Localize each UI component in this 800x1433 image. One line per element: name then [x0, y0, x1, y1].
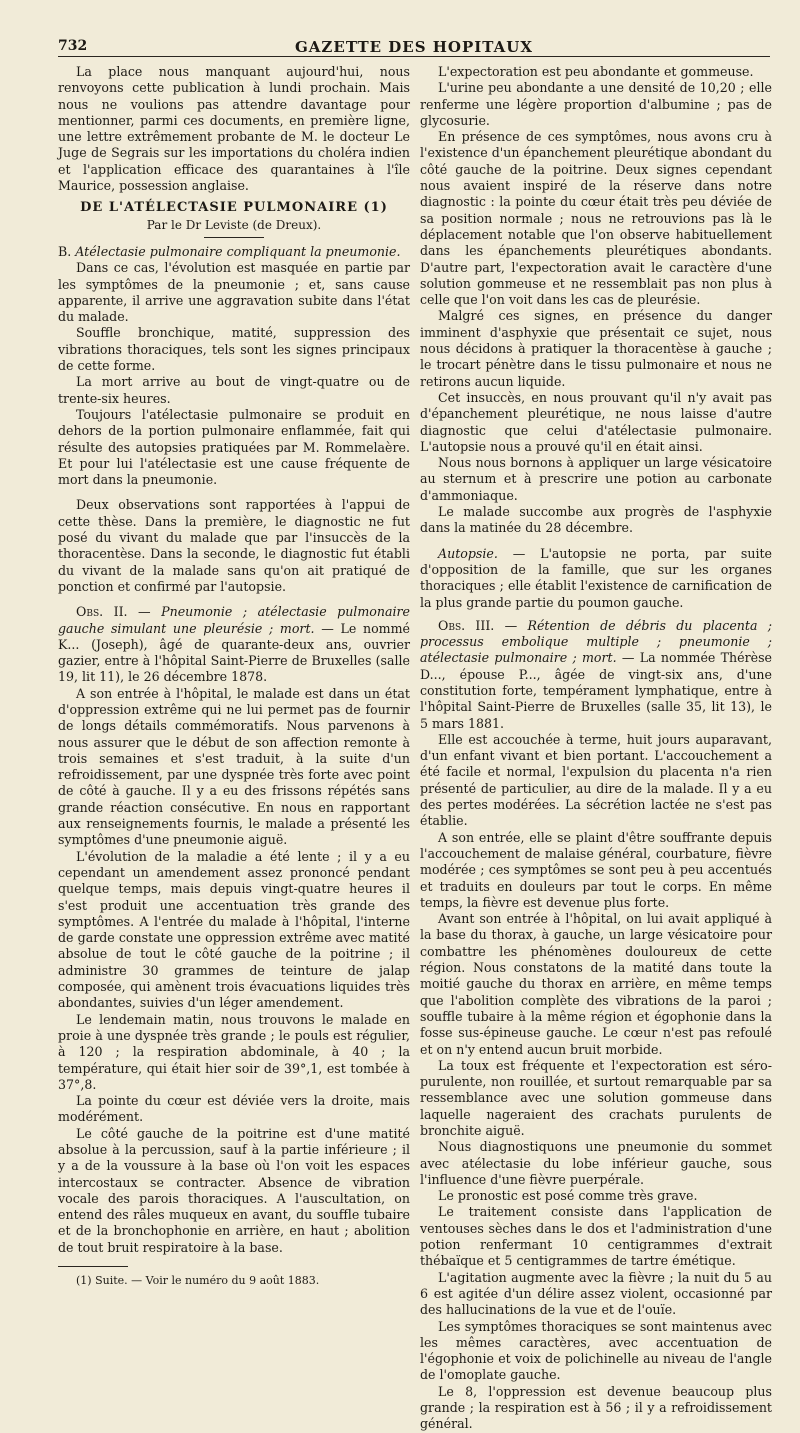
header-rule	[58, 56, 770, 57]
section-b-title: Atélectasie pulmonaire compliquant la pneumonie.	[75, 243, 401, 259]
paragraph: Elle est accouchée à terme, huit jours auparavant, d'un enfant vivant et bien portant. L'accouchement a été facile et normal, l'expulsion du placenta n'a rien présenté de particulier, au dire de la malade. Il y a eu des pertes modérées. La sécrétion lactée ne s'est pas établie.	[420, 731, 772, 829]
paragraph: L'expectoration est peu abondante et gommeuse.	[438, 64, 754, 79]
paragraph: La pointe du cœur est déviée vers la droite, mais modérément.	[58, 1093, 410, 1125]
paragraph: Le 8, l'oppression est devenue beaucoup plus grande ; la respiration est à 56 ; il y a refroidissement général.	[420, 1383, 772, 1432]
paragraph: A son entrée à l'hôpital, le malade est dans un état d'oppression extrême qui ne lui permet pas de fournir de longs détails commémoratifs. Nous parvenons à nous assurer que le début de son affection remonte à trois semaines et s'est traduit, à la suite d'un refroidissement, par une dyspnée très forte avec point de côté à gauche. Il y a eu des frissons répétés sans grande réaction consécutive. En nous en rapportant aux renseignements fournis, le malade a présenté les symptômes d'une pneumonie aiguë.	[58, 685, 410, 848]
obs2-text: Le nommé K... (Joseph), âgé de quarante-deux ans, ouvrier gazier, entre à l'hôpital Saint-Pierre de Bruxelles (salle 19, lit 11), le 26 décembre 1878.	[58, 620, 410, 685]
obs2-title: Pneumonie ; atélectasie pulmonaire gauche simulant une pleurésie ; mort.	[58, 604, 410, 636]
autopsy-label: Autopsie.	[438, 545, 498, 561]
title-divider	[204, 237, 264, 238]
paragraph: L'évolution de la maladie a été lente ; il y a eu cependant un amendement assez prononcé pendant quelque temps, mais depuis vingt-quatre heures il s'est produit une accentuation très grande des symptômes. A l'entrée du malade à l'hôpital, l'interne de garde constate une oppression extrême avec matité absolue de tout le côté gauche de la poitrine ; il administre 30 grammes de teinture de jalap composée, qui amènent trois évacuations liquides très abondantes, suivies d'un léger amendement.	[58, 848, 410, 1011]
section-b-heading	[58, 244, 410, 260]
paragraph: Avant son entrée à l'hôpital, on lui avait appliqué à la base du thorax, à gauche, un large vésicatoire pour combattre les phénomènes douloureux de cette région. Nous constatons de la matité dans toute la moitié gauche du thorax en arrière, en même temps que l'abolition complète des vibrations de la paroi ; souffle tubaire à la même région et égophonie dans la fosse sus-épineuse gauche. Le cœur n'est pas refoulé et on n'y entend aucun bruit morbide.	[420, 911, 772, 1057]
obs3-label: Obs. III.	[438, 617, 495, 633]
article-title: DE L'ATÉLECTASIE PULMONAIRE (1)	[80, 200, 388, 216]
intro-paragraph: La place nous manquant aujourd'hui, nous renvoyons cette publication à lundi prochain. Mais nous ne voulions pas attendre davantage pour mentionner, parmi ces documents, en première ligne, une lettre extrêmement probante de M. le docteur Le Juge de Segrais sur les importations du choléra indien et l'application efficace des quarantaines à l'île Maurice, possession anglaise.	[58, 64, 410, 194]
footnote-rule	[58, 1266, 128, 1267]
paragraph: L'urine peu abondante a une densité de 10,20 ; elle renferme une légère proportion d'albumine ; pas de glycosurie.	[420, 80, 772, 128]
autopsy-text: — L'autopsie ne porta, par suite d'opposition de la famille, que sur les organes thoraciques ; elle établit l'existence de carnification de la plus grande partie du poumon gauche.	[420, 545, 772, 610]
observation-3-heading	[420, 618, 772, 732]
observation-2-heading: Obs. II. — Pneumonie ; atélectasie pulmonaire gauche simulant une pleurésie ; mort. — Le nommé K... (Joseph), âgé de quarante-deux ans, ouvrier gazier, entre à l'hôpital Saint-Pierre de Bruxelles (salle 19, lit 11), le 26 décembre 1878.	[58, 604, 410, 685]
paragraph: L'agitation augmente avec la fièvre ; la nuit du 5 au 6 est agitée d'un délire assez violent, occasionné par des hallucinations de la vue et de l'ouïe.	[420, 1269, 772, 1318]
section-b-label: B.	[58, 243, 72, 259]
paragraph: La mort arrive au bout de vingt-quatre ou de trente-six heures.	[58, 374, 410, 406]
obs3-text: — La nommée Thérèse D..., épouse P..., âgée de vingt-six ans, d'une constitution forte, tempérament lymphatique, entre à l'hôpital Saint-Pierre de Bruxelles (salle 35, lit 13), le 5 mars 1881.	[420, 650, 772, 731]
paragraph: Le traitement consiste dans l'application de ventouses sèches dans le dos et l'administration d'une potion renfermant 10 centigrammes d'extrait thébaïque et 5 centigrammes de tartre émétique.	[420, 1204, 772, 1269]
paragraph: Le pronostic est posé comme très grave.	[438, 1188, 698, 1204]
paragraph: Le malade succombe aux progrès de l'asphyxie dans la matinée du 28 décembre.	[420, 504, 772, 536]
autopsy-paragraph	[420, 546, 772, 611]
paragraph: Le côté gauche de la poitrine est d'une matité absolue à la percussion, sauf à la partie inférieure ; il y a de la voussure à la base où l'on voit les espaces intercostaux se contracter. Absence de vibration vocale des parois thoraciques. A l'auscultation, on entend des râles muqueux en avant, du souffle tubaire et de la bronchophonie en arrière, en haut ; abolition de tout bruit respiratoire à la base.	[58, 1125, 410, 1255]
footnote: (1) Suite. — Voir le numéro du 9 août 1883.	[76, 1274, 320, 1288]
section-b-text: Dans ce cas, l'évolution est masquée en partie par les symptômes de la pneumonie ; et, sans cause apparente, il arrive une aggravation subite dans l'état du malade.	[58, 260, 410, 325]
obs3-title: — Rétention de débris du placenta ; processus embolique multiple ; pneumonie ; atélectasie pulmonaire ; mort.	[420, 617, 772, 666]
paragraph: Deux observations sont rapportées à l'appui de cette thèse. Dans la première, le diagnostic ne fut posé du vivant du malade que par l'insuccès de la thoracentèse. Dans la seconde, le diagnostic fut établi du vivant de la malade sans qu'on ait pratiqué de ponction et confirmé par l'autopsie.	[58, 497, 410, 594]
paragraph: Les symptômes thoraciques se sont maintenus avec les mêmes caractères, avec accentuation de l'égophonie et voix de polichinelle au niveau de l'angle de l'omoplate gauche.	[420, 1318, 772, 1383]
right-column	[420, 64, 772, 1433]
paragraph: A son entrée, elle se plaint d'être souffrante depuis l'accouchement de malaise général, courbature, fièvre modérée ; ces symptômes se sont peu à peu accentués et traduits en douleurs par tout le corps. En même temps, la fièvre est devenue plus forte.	[420, 829, 772, 910]
paragraph: Nous nous bornons à appliquer un large vésicatoire au sternum et à prescrire une potion au carbonate d'ammoniaque.	[420, 455, 772, 503]
page-header	[58, 28, 770, 58]
paragraph: Le lendemain matin, nous trouvons le malade en proie à une dyspnée très grande ; le pouls est régulier, à 120 ; la respiration abdominale, à 40 ; la température, qui était hier soir de 39°,1, est tombée à 37°,8.	[58, 1011, 410, 1092]
paragraph: Toujours l'atélectasie pulmonaire se produit en dehors de la portion pulmonaire enflammée, fait qui résulte des autopsies pratiquées par M. Rommelaère. Et pour lui l'atélectasie est une cause fréquente de mort dans la pneumonie.	[58, 406, 410, 488]
paragraph: Souffle bronchique, matité, suppression des vibrations thoraciques, tels sont les signes principaux de cette forme.	[58, 325, 410, 374]
paragraph: Nous diagnostiquons une pneumonie du sommet avec atélectasie du lobe inférieur gauche, sous l'influence d'une fièvre puerpérale.	[420, 1139, 772, 1187]
obs2-label: Obs. II.	[76, 604, 128, 620]
article-byline: Par le Dr Leviste (de Dreux).	[146, 217, 322, 232]
running-title: GAZETTE DES HOPITAUX	[294, 38, 533, 56]
paragraph: Malgré ces signes, en présence du danger imminent d'asphyxie que présentait ce sujet, nous nous décidons à pratiquer la thoracentèse à gauche ; le trocart pénètre dans le tissu pulmonaire et nous ne retirons aucun liquide.	[420, 308, 772, 389]
paragraph: Cet insuccès, en nous prouvant qu'il n'y avait pas d'épanchement pleurétique, ne nous laisse d'autre diagnostic que celui d'atélectasie pulmonaire. L'autopsie nous a prouvé qu'il en était ainsi.	[420, 389, 772, 454]
left-column	[58, 64, 410, 1289]
paragraph: En présence de ces symptômes, nous avons cru à l'existence d'un épanchement pleurétique abondant du côté gauche de la poitrine. Deux signes cependant nous avaient inspiré de la réserve dans notre diagnostic : la pointe du cœur était très peu déviée de sa position normale ; nous ne retrouvions pas là le déplacement notable que l'on observe habituellement dans les épanchements pleurétiques abondants. D'autre part, l'expectoration avait le caractère d'une solution gommeuse et ne ressemblait pas non plus à celle que l'on voit dans les cas de pleurésie.	[420, 129, 772, 308]
paragraph: La toux est fréquente et l'expectoration est séro-purulente, non rouillée, et surtout remarquable par sa ressemblance avec une solution gommeuse dans laquelle nageraient des crachats purulents de bronchite aiguë.	[420, 1057, 772, 1138]
page-number: 732	[58, 38, 88, 54]
